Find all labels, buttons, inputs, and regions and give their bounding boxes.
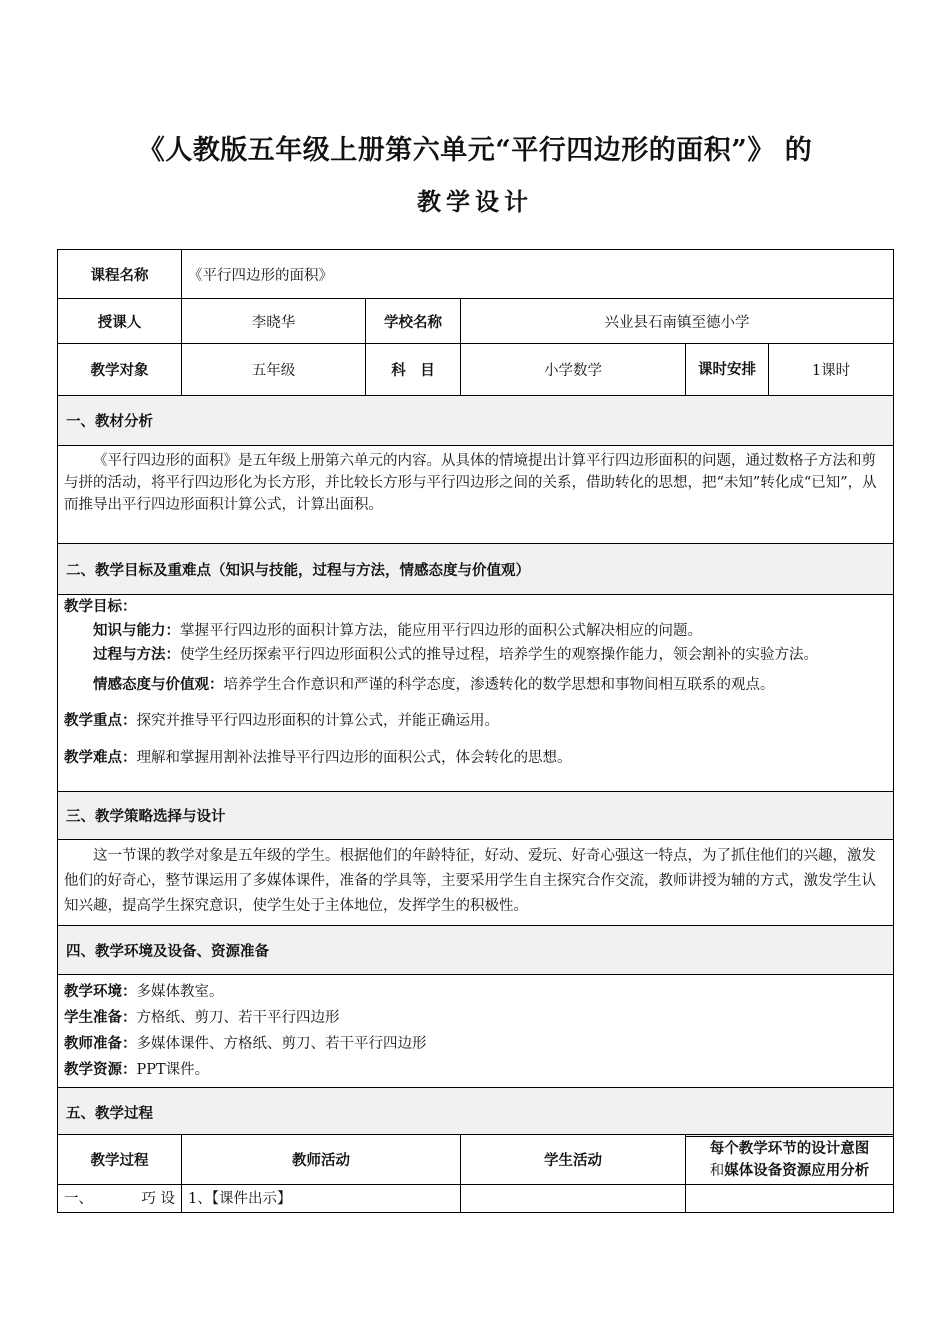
environment-line: 教学环境：多媒体教室。 <box>64 983 224 1000</box>
subject-value: 小学数学 <box>461 344 686 396</box>
resources-line: 教学资源：PPT课件。 <box>64 1061 210 1078</box>
process-row-1 <box>58 1185 894 1213</box>
audience-label: 教学对象 <box>58 344 182 396</box>
knowledge-line: 知识与能力：掌握平行四边形的面积计算方法，能应用平行四边形的面积公式解决相应的问题。 <box>93 622 702 639</box>
section-2-body-row <box>58 595 894 792</box>
process-line: 过程与方法：使学生经历探索平行四边形面积公式的推导过程，培养学生的观察操作能力，领会割补的实验方法。 <box>93 646 818 663</box>
section-4-body <box>58 975 894 1088</box>
section-2-header-row <box>58 544 894 595</box>
section-3-header-row <box>58 792 894 840</box>
teacher-prep-line: 教师准备：多媒体课件、方格纸、剪刀、若干平行四边形 <box>64 1035 427 1052</box>
section-3-body-row <box>58 840 894 926</box>
course-row <box>58 250 894 299</box>
course-value: 《平行四边形的面积》 <box>182 250 894 299</box>
section-3-title: 三、教学策略选择与设计 <box>58 792 894 840</box>
emotion-line: 情感态度与价值观：培养学生合作意识和严谨的科学态度，渗透转化的数学思想和事物间相互联系的观点。 <box>93 676 775 693</box>
goals-line: 教学目标： <box>64 598 137 615</box>
document-title-line2: 教学设计 <box>417 187 533 216</box>
hours-value: 1课时 <box>769 344 894 396</box>
school-value: 兴业县石南镇至德小学 <box>461 299 894 344</box>
key-point-line: 教学重点：探究并推导平行四边形面积的计算公式，并能正确运用。 <box>64 712 499 729</box>
section-1-body-row <box>58 446 894 544</box>
section-3-text: 这一节课的教学对象是五年级的学生。根据他们的年龄特征，好动、爱玩、好奇心强这一特点，为了抓住他们的兴趣，激发他们的好奇心，整节课运用了多媒体课件，准备的学具等，主要采用学生自主探究合作交流，教师讲授为辅的方式，激发学生认知兴趣，提高学生探究意识，使学生处于主体地位，发挥学生的积极性。 <box>58 840 894 926</box>
student-activity-header: 学生活动 <box>461 1135 686 1185</box>
teacher-activity-header: 教师活动 <box>182 1135 461 1185</box>
section-5-header-row <box>58 1088 894 1137</box>
process-header: 教学过程 <box>58 1135 182 1185</box>
course-label: 课程名称 <box>58 250 182 299</box>
student-prep-line: 学生准备：方格纸、剪刀、若干平行四边形 <box>64 1009 340 1026</box>
lesson-plan-table <box>57 249 894 1137</box>
section-2-body <box>58 595 894 792</box>
section-1-header-row <box>58 396 894 446</box>
design-intent-header: 每个教学环节的设计意图 和媒体设备资源应用分析 <box>686 1135 894 1185</box>
teacher-value: 李晓华 <box>182 299 366 344</box>
hours-label: 课时安排 <box>686 344 769 396</box>
process-step-1: 一、 巧 设 <box>58 1185 182 1213</box>
difficulty-line: 教学难点：理解和掌握用割补法推导平行四边形的面积公式，体会转化的思想。 <box>64 749 572 766</box>
section-4-body-row <box>58 975 894 1088</box>
subject-label: 科 目 <box>366 344 461 396</box>
process-teacher-activity-1: 1、【课件出示】 <box>182 1185 461 1213</box>
process-header-row <box>58 1135 894 1185</box>
document-title-line1: 《人教版五年级上册第六单元“平行四边形的面积”》 的 <box>137 135 813 166</box>
section-2-title: 二、教学目标及重难点（知识与技能，过程与方法，情感态度与价值观） <box>58 544 894 595</box>
audience-value: 五年级 <box>182 344 366 396</box>
process-student-activity-1 <box>461 1185 686 1213</box>
section-4-header-row <box>58 926 894 975</box>
section-5-title: 五、教学过程 <box>58 1088 894 1137</box>
teacher-label: 授课人 <box>58 299 182 344</box>
audience-row <box>58 344 894 396</box>
process-table <box>57 1134 894 1213</box>
section-1-title: 一、教材分析 <box>58 396 894 446</box>
process-design-intent-1 <box>686 1185 894 1213</box>
section-1-text: 《平行四边形的面积》是五年级上册第六单元的内容。从具体的情境提出计算平行四边形面积的问题，通过数格子方法和剪与拼的活动，将平行四边形化为长方形，并比较长方形与平行四边形之间的关系，借助转化的思想，把“未知”转化成“已知”，从而推导出平行四边形面积计算公式，计算出面积。 <box>58 446 894 544</box>
teacher-row <box>58 299 894 344</box>
school-label: 学校名称 <box>366 299 461 344</box>
section-4-title: 四、教学环境及设备、资源准备 <box>58 926 894 975</box>
